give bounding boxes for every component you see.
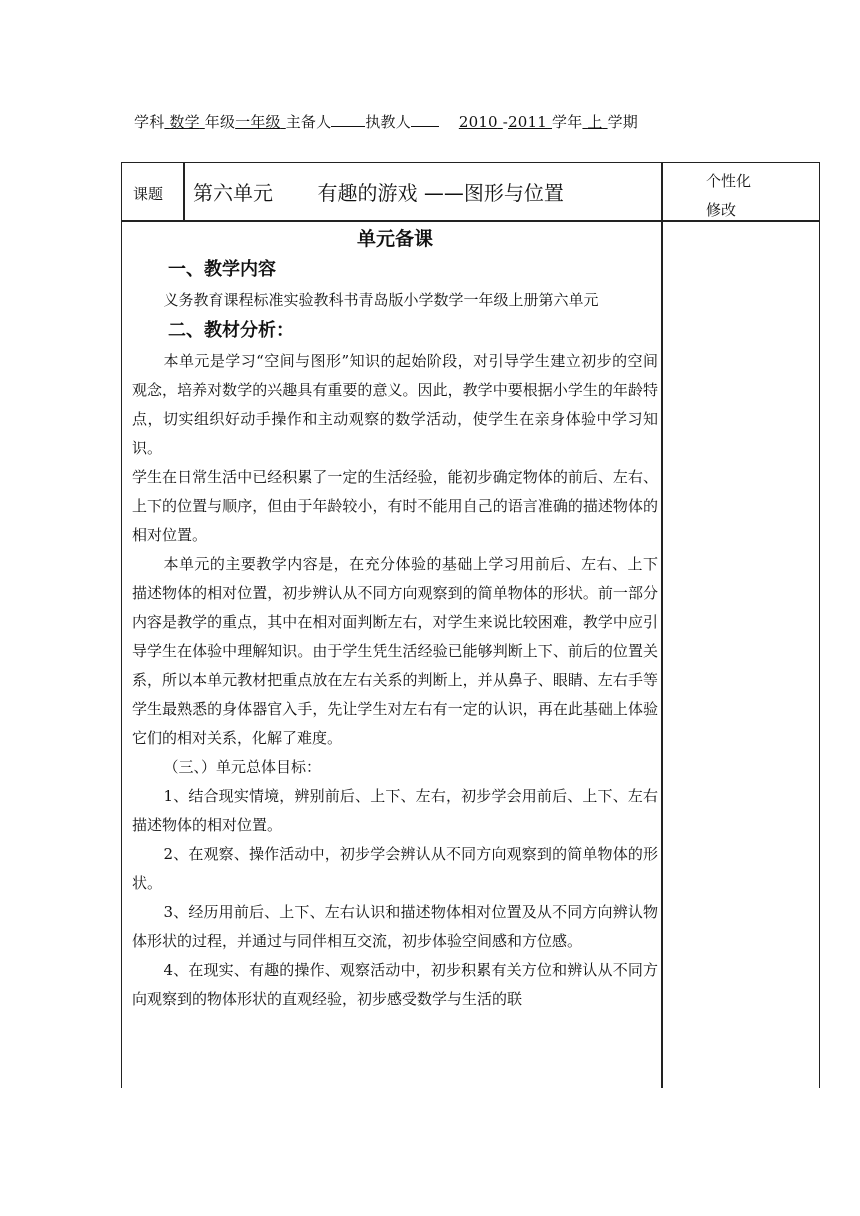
subject-label: 学科 [134,113,165,131]
side-label-line2: 修改 [706,201,737,219]
grade-label: 年级 [204,113,236,131]
heading-textbook-analysis: 二、教材分析： [168,320,294,341]
preparer-blank [331,112,365,127]
table-row-divider [121,220,820,222]
term-value: 上 [587,113,603,131]
year-sep: - [502,113,509,131]
paragraph-teaching-content: 义务教育课程标准实验教科书青岛版小学数学一年级上册第六单元 [163,291,599,309]
paragraph-analysis-1: 本单元是学习“空间与图形”知识的起始阶段，对引导学生建立初步的空间观念，培养对数学的兴趣具有重要的意义。因此，教学中要根据小学生的年龄特点，切实组织好动手操作和主动观察的数学活动，使学生在亲身体验中学习知识。 [132,352,658,457]
term-label: 学期 [607,113,638,131]
lesson-content [132,224,658,1014]
heading-teaching-content: 一、教学内容 [168,259,276,280]
goal-item-1: 1、结合现实情境，辨别前后、上下、左右，初步学会用前后、上下、左右描述物体的相对位置。 [132,787,658,834]
paragraph-analysis-2: 学生在日常生活中已经积累了一定的生活经验，能初步确定物体的前后、左右、上下的位置与顺序，但由于年龄较小，有时不能用自己的语言准确的描述物体的相对位置。 [132,468,658,544]
unit-title: 第六单元 有趣的游戏 ——图形与位置 [193,181,564,205]
year-start: 2010 [458,113,498,131]
goal-item-4: 4、在现实、有趣的操作、观察活动中，初步积累有关方位和辨认从不同方向观察到的物体形状的直观经验，初步感受数学与生活的联 [132,961,658,1008]
heading-unit-goals: （三、）单元总体目标： [163,758,322,776]
side-label-line1: 个性化 [706,172,752,190]
table-divider-side [661,162,663,1088]
section-title: 单元备课 [356,228,433,250]
year-end: 2011 [508,113,548,131]
subject-value: 数学 [169,113,200,131]
goal-item-3: 3、经历用前后、上下、左右认识和描述物体相对位置及从不同方向辨认物体形状的过程，并通过与同伴相互交流，初步体验空间感和方位感。 [132,903,658,950]
teacher-label: 执教人 [365,113,411,131]
topic-label: 课题 [133,185,164,203]
preparer-label: 主备人 [285,113,332,131]
table-divider-topic [183,162,185,221]
teacher-blank [411,112,439,127]
school-year-label: 学年 [552,113,583,131]
paragraph-analysis-3: 本单元的主要教学内容是，在充分体验的基础上学习用前后、左右、上下描述物体的相对位置，初步辨认从不同方向观察到的简单物体的形状。前一部分内容是教学的重点，其中在相对面判断左右，对学生来说比较困难，教学中应引导学生在体验中理解知识。由于学生凭生活经验已能够判断上下、前后的位置关系，所以本单元教材把重点放在左右关系的判断上，并从鼻子、眼睛、左右手等学生最熟悉的身体器官入手，先让学生对左右有一定的认识，再在此基础上体验它们的相对关系，化解了难度。 [132,555,658,747]
goal-item-2: 2、在观察、操作活动中，初步学会辨认从不同方向观察到的简单物体的形状。 [132,845,658,892]
grade-value: 一年级 [235,113,281,131]
header-line [134,111,638,132]
